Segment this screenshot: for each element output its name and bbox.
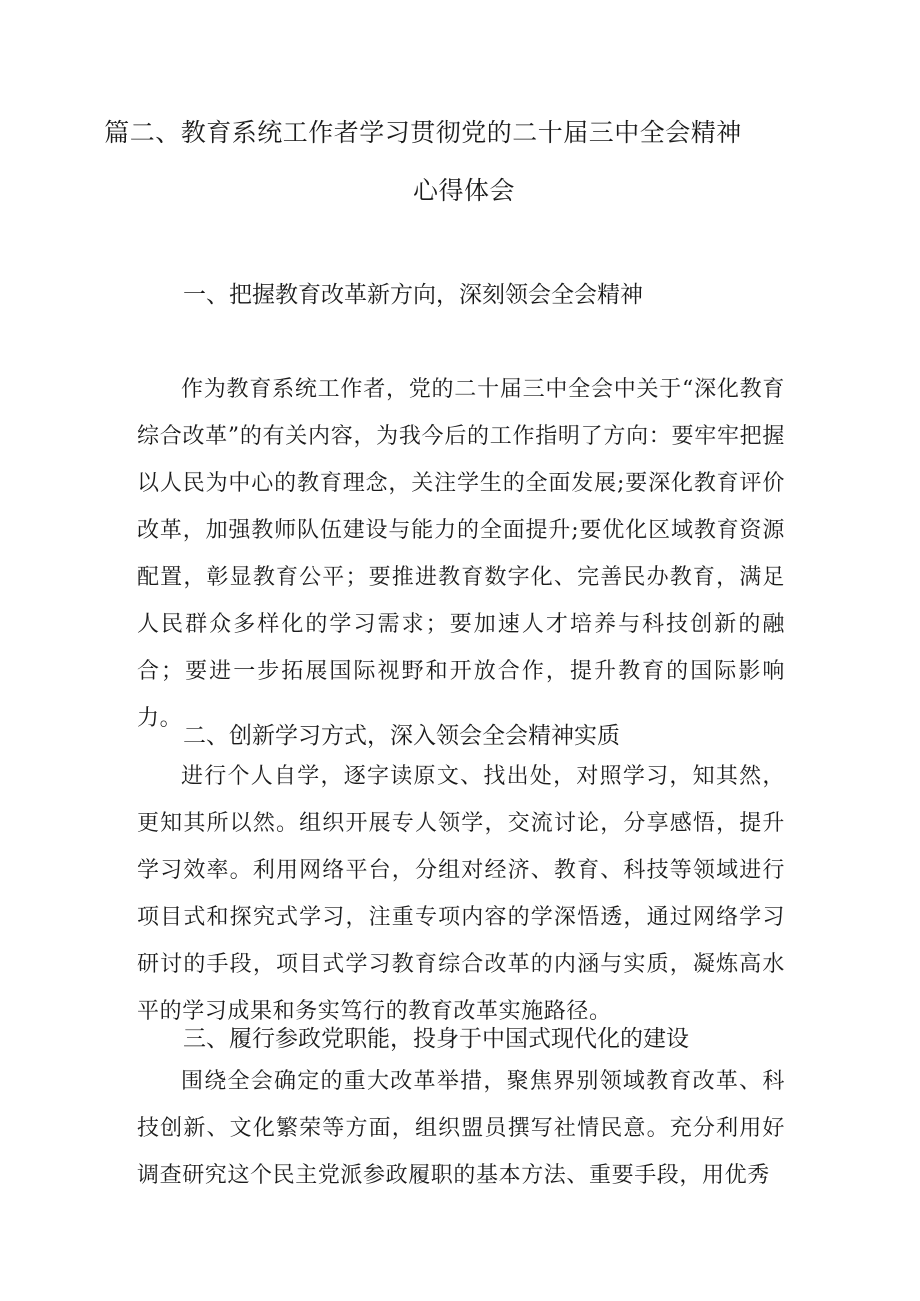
section-body-1: 作为教育系统工作者，党的二十届三中全会中关于“深化教育综合改革”的有关内容，为我今后的工作指明了方向：要牢牢把握以人民为中心的教育理念，关注学生的全面发展;要深化教育评价改革，加强教师队伍建设与能力的全面提升;要优化区域教育资源配置，彰显教育公平；要推进教育数字化、完善民办教育，满足人民群众多样化的学习需求；要加速人才培养与科技创新的融合；要进一步拓展国际视野和开放合作，提升教育的国际影响力。 xyxy=(137,377,785,731)
section-heading-1: 一、把握教育改革新方向，深刻领会全会精神 xyxy=(183,282,643,308)
section-heading-2: 二、创新学习方式，深入领会全会精神实质 xyxy=(183,723,620,749)
document-title: 篇二、教育系统工作者学习贯彻党的二十届三中全会精神 xyxy=(104,118,742,147)
section-body-2: 进行个人自学，逐字读原文、找出处，对照学习，知其然，更知其所以然。组织开展专人领学，交流讨论，分享感悟，提升学习效率。利用网络平台，分组对经济、教育、科技等领域进行项目式和探究式学习，注重专项内容的学深悟透，通过网络学习研讨的手段，项目式学习教育综合改革的内涵与实质，凝炼高水平的学习成果和务实笃行的教育改革实施路径。 xyxy=(137,764,785,1024)
document-subtitle: 心得体会 xyxy=(412,176,515,205)
section-heading-3: 三、履行参政党职能，投身于中国式现代化的建设 xyxy=(183,1026,689,1052)
section-body-3: 围绕全会确定的重大改革举措，聚焦界别领域教育改革、科技创新、文化繁荣等方面，组织盟员撰写社情民意。充分利用好调查研究这个民主党派参政履职的基本方法、重要手段，用优秀 xyxy=(137,1069,785,1188)
